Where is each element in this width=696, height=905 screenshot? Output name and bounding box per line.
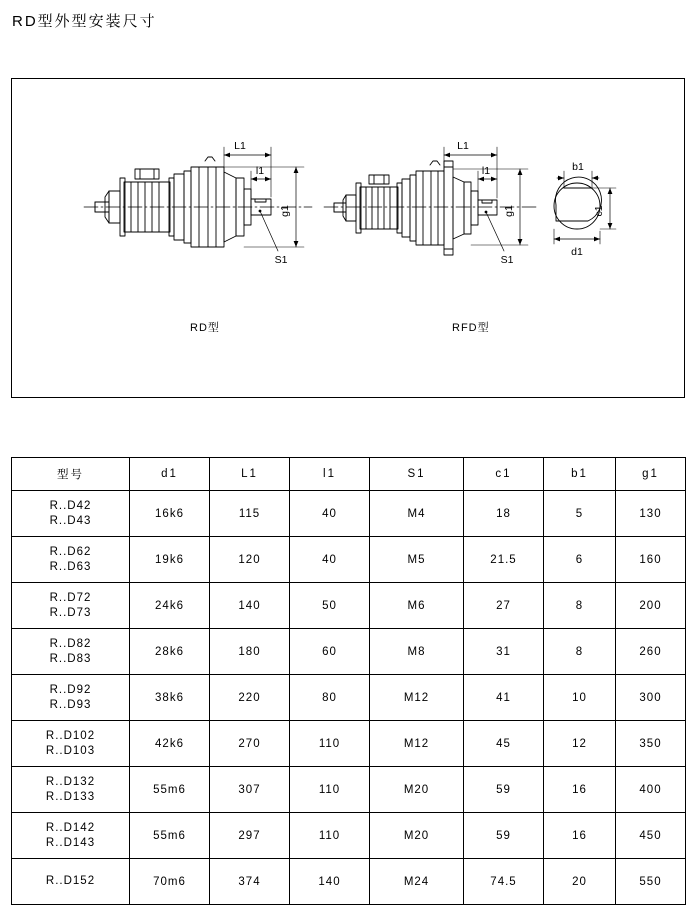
cell-model [12, 629, 130, 675]
model-line-2: R..D73 [49, 606, 92, 619]
cell-l1: 40 [290, 491, 370, 537]
cell-S1: M20 [370, 813, 464, 859]
cell-L1: 180 [210, 629, 290, 675]
table-row [12, 629, 686, 675]
model-line-2: R..D143 [45, 836, 96, 849]
column-header-S1: S1 [370, 458, 464, 491]
cell-g1: 350 [616, 721, 686, 767]
cell-g1: 160 [616, 537, 686, 583]
cell-c1: 18 [464, 491, 544, 537]
cell-L1: 270 [210, 721, 290, 767]
cell-d1: 42k6 [130, 721, 210, 767]
cell-d1: 19k6 [130, 537, 210, 583]
column-header-c1: c1 [464, 458, 544, 491]
dim-label-b1: b1 [572, 161, 584, 173]
cell-d1: 16k6 [130, 491, 210, 537]
cell-c1: 27 [464, 583, 544, 629]
figure-caption-rd: RD型 [190, 322, 220, 334]
cell-S1: M5 [370, 537, 464, 583]
table-row [12, 721, 686, 767]
cell-d1: 55m6 [130, 767, 210, 813]
cell-c1: 59 [464, 813, 544, 859]
cell-c1: 41 [464, 675, 544, 721]
cell-L1: 307 [210, 767, 290, 813]
cell-S1: M6 [370, 583, 464, 629]
cell-S1: M4 [370, 491, 464, 537]
cell-b1: 12 [544, 721, 616, 767]
cell-g1: 200 [616, 583, 686, 629]
cell-d1: 70m6 [130, 859, 210, 905]
column-header-b1: b1 [544, 458, 616, 491]
cell-b1: 10 [544, 675, 616, 721]
dim-label-l1-right: l1 [481, 165, 491, 177]
model-line-1: R..D132 [45, 775, 96, 788]
cell-b1: 8 [544, 583, 616, 629]
cell-S1: M8 [370, 629, 464, 675]
cell-L1: 140 [210, 583, 290, 629]
model-line-2: R..D103 [45, 744, 96, 757]
model-line-1: R..D82 [49, 637, 92, 650]
cell-model [12, 491, 130, 537]
cell-c1: 74.5 [464, 859, 544, 905]
cell-model [12, 859, 130, 905]
dim-label-d1: d1 [571, 246, 583, 258]
table-row [12, 675, 686, 721]
cell-b1: 16 [544, 813, 616, 859]
cell-g1: 550 [616, 859, 686, 905]
dim-label-L1-right: L1 [457, 140, 469, 152]
model-line-1: R..D72 [49, 591, 92, 604]
cell-l1: 50 [290, 583, 370, 629]
dim-label-g1-left: g1 [279, 205, 291, 217]
cell-g1: 300 [616, 675, 686, 721]
cell-L1: 120 [210, 537, 290, 583]
cell-b1: 20 [544, 859, 616, 905]
table-row [12, 813, 686, 859]
model-line-1: R..D92 [49, 683, 92, 696]
dim-label-c1: c1 [593, 205, 605, 217]
cell-c1: 21.5 [464, 537, 544, 583]
column-header-model: 型号 [12, 458, 130, 491]
cell-g1: 400 [616, 767, 686, 813]
gearbox-dimension-drawing [12, 79, 686, 399]
cell-b1: 8 [544, 629, 616, 675]
cell-S1: M20 [370, 767, 464, 813]
model-line-2: R..D83 [49, 652, 92, 665]
table-row [12, 583, 686, 629]
cell-l1: 140 [290, 859, 370, 905]
dim-label-g1-right: g1 [503, 205, 515, 217]
cell-L1: 115 [210, 491, 290, 537]
cell-l1: 110 [290, 767, 370, 813]
cell-model [12, 721, 130, 767]
figure-panel [11, 78, 685, 398]
cell-model [12, 537, 130, 583]
model-line-2: R..D63 [49, 560, 92, 573]
cell-d1: 28k6 [130, 629, 210, 675]
cell-g1: 130 [616, 491, 686, 537]
cell-b1: 6 [544, 537, 616, 583]
cell-model [12, 583, 130, 629]
column-header-l1: l1 [290, 458, 370, 491]
model-line-1: R..D142 [45, 821, 96, 834]
dim-label-L1-left: L1 [234, 140, 246, 152]
cell-S1: M12 [370, 721, 464, 767]
cell-l1: 40 [290, 537, 370, 583]
cell-S1: M24 [370, 859, 464, 905]
cell-l1: 60 [290, 629, 370, 675]
cell-d1: 24k6 [130, 583, 210, 629]
cell-model [12, 767, 130, 813]
cell-l1: 110 [290, 813, 370, 859]
cell-b1: 5 [544, 491, 616, 537]
cell-d1: 38k6 [130, 675, 210, 721]
model-line-2: R..D43 [49, 514, 92, 527]
cell-L1: 297 [210, 813, 290, 859]
cell-g1: 260 [616, 629, 686, 675]
cell-c1: 31 [464, 629, 544, 675]
cell-d1: 55m6 [130, 813, 210, 859]
table-row [12, 767, 686, 813]
cell-L1: 220 [210, 675, 290, 721]
cell-model [12, 675, 130, 721]
table-header-row [12, 458, 686, 491]
figure-caption-rfd: RFD型 [452, 322, 490, 334]
model-line-1: R..D42 [49, 499, 92, 512]
dim-label-S1-left: S1 [274, 254, 288, 266]
column-header-g1: g1 [616, 458, 686, 491]
dim-label-l1-left: l1 [255, 165, 265, 177]
cell-L1: 374 [210, 859, 290, 905]
cell-c1: 59 [464, 767, 544, 813]
column-header-d1: d1 [130, 458, 210, 491]
cell-c1: 45 [464, 721, 544, 767]
cell-l1: 110 [290, 721, 370, 767]
cell-g1: 450 [616, 813, 686, 859]
dimension-table [11, 457, 686, 905]
cell-l1: 80 [290, 675, 370, 721]
model-line-2: R..D93 [49, 698, 92, 711]
table-row [12, 537, 686, 583]
column-header-L1: L1 [210, 458, 290, 491]
cell-S1: M12 [370, 675, 464, 721]
model-line-1: R..D152 [45, 875, 96, 887]
page-title: RD型外型安装尺寸 [12, 13, 157, 30]
table-row [12, 859, 686, 905]
dim-label-S1-right: S1 [500, 254, 514, 266]
model-line-1: R..D62 [49, 545, 92, 558]
table-row [12, 491, 686, 537]
cell-model [12, 813, 130, 859]
cell-b1: 16 [544, 767, 616, 813]
model-line-1: R..D102 [45, 729, 96, 742]
model-line-2: R..D133 [45, 790, 96, 803]
